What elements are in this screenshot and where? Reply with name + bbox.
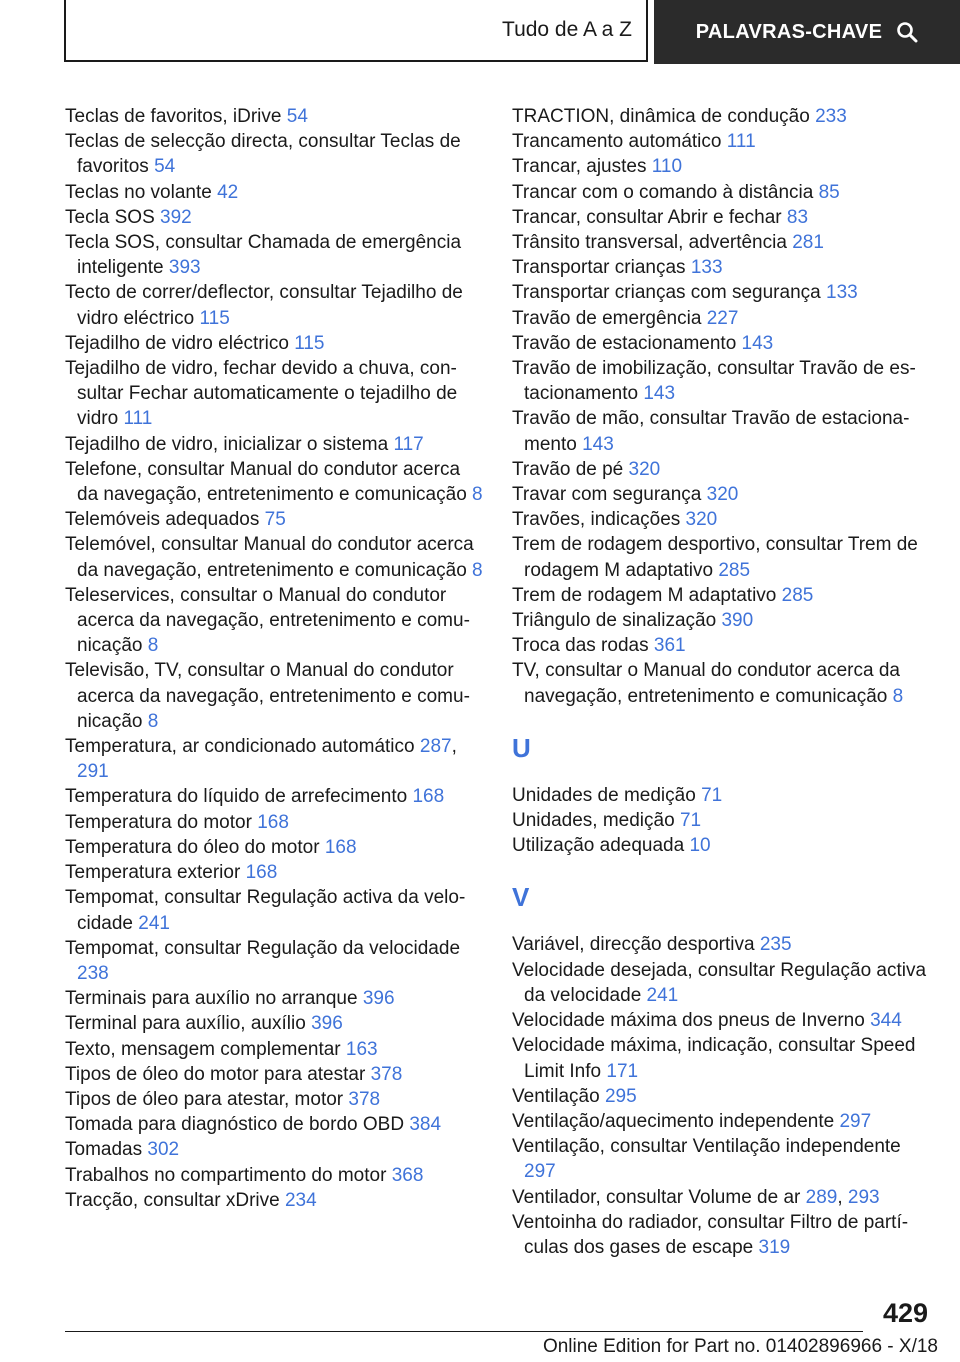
index-entry-text: Unidades de medição xyxy=(512,784,696,806)
page-separator: , xyxy=(451,736,457,758)
index-entry xyxy=(65,784,483,809)
tab-a-to-z-label: Tudo de A a Z xyxy=(502,18,632,41)
page-link[interactable]: 393 xyxy=(168,257,201,279)
index-entry-text: Trânsito transversal, advertência xyxy=(512,232,787,254)
page-link[interactable]: 10 xyxy=(689,835,711,857)
index-entry xyxy=(512,1134,932,1184)
index-entry xyxy=(512,205,932,230)
index-entry xyxy=(512,583,932,608)
page-link[interactable]: 115 xyxy=(294,332,325,354)
index-entry-text: Trancar com o comando à distância xyxy=(512,181,814,203)
page-link[interactable]: 344 xyxy=(870,1010,902,1032)
index-entry xyxy=(65,180,483,205)
page-number: 429 xyxy=(882,1298,928,1328)
index-entry xyxy=(512,1008,932,1033)
section-heading-u: U xyxy=(512,732,531,763)
index-entry xyxy=(512,833,932,858)
index-entry-text: Unidades, medição xyxy=(512,810,675,832)
index-entry-text: Ventilação xyxy=(512,1085,600,1107)
index-entry xyxy=(512,608,932,633)
index-entry-text: TV, consultar o Manual do condutor acerca da navegação, entretenimento e comunicação xyxy=(512,660,900,707)
page-link[interactable]: 320 xyxy=(628,458,661,480)
index-entry xyxy=(65,1137,483,1162)
index-entry xyxy=(65,432,483,457)
page-link[interactable]: 8 xyxy=(147,635,159,657)
page-link[interactable]: 111 xyxy=(123,408,153,430)
page-link[interactable]: 285 xyxy=(718,559,751,581)
index-entry-text: Temperatura exterior xyxy=(65,862,241,884)
index-entry xyxy=(512,1185,932,1210)
index-entry xyxy=(65,1163,483,1188)
page-link[interactable]: 8 xyxy=(892,685,904,707)
page-link[interactable]: 320 xyxy=(706,484,739,506)
index-entry-text: Trem de rodagem desportivo, consultar Trem de rodagem M adaptativo xyxy=(512,534,918,581)
page-link[interactable]: 378 xyxy=(348,1088,381,1110)
page-link[interactable]: 54 xyxy=(154,156,176,178)
index-entry-text: Televisão, TV, consultar o Manual do condutor acerca da navegação, entretenimento e comunicação xyxy=(65,660,470,732)
index-entry-text: Velocidade desejada, consultar Regulação activa da velocidade xyxy=(512,959,927,1006)
page-link[interactable]: 143 xyxy=(741,332,774,354)
index-entry xyxy=(65,1087,483,1112)
index-entry-text: Travão de emergência xyxy=(512,307,702,329)
index-entry xyxy=(65,734,483,784)
index-entry-text: Tomada para diagnóstico de bordo OBD xyxy=(65,1114,405,1136)
index-entry-text: Travão de mão, consultar Travão de estacionamento xyxy=(512,408,910,455)
index-entry xyxy=(512,1210,932,1260)
page-link[interactable]: 293 xyxy=(847,1186,880,1208)
index-entry xyxy=(512,104,932,129)
index-entry-text: Variável, direcção desportiva xyxy=(512,934,755,956)
page-link[interactable]: 143 xyxy=(643,383,676,405)
page-link[interactable]: 320 xyxy=(685,509,718,531)
index-entry-text: Travão de imobilização, consultar Travão de estacionamento xyxy=(512,358,916,405)
page-link[interactable]: 117 xyxy=(393,433,424,455)
index-entry-text: Trancar, consultar Abrir e fechar xyxy=(512,206,782,228)
page-link[interactable]: 361 xyxy=(653,635,686,657)
index-entry xyxy=(512,154,932,179)
page-link[interactable]: 168 xyxy=(324,836,357,858)
page-separator: , xyxy=(837,1186,843,1208)
page-link[interactable]: 42 xyxy=(217,181,239,203)
page-link[interactable]: 54 xyxy=(286,106,308,127)
index-entry xyxy=(65,280,483,330)
tab-keywords-label: PALAVRAS-CHAVE xyxy=(695,20,883,43)
page-link[interactable]: 133 xyxy=(690,257,723,279)
index-entry-text: Troca das rodas xyxy=(512,635,649,657)
index-entry-text: Temperatura, ar condicionado automático xyxy=(65,736,415,758)
index-entry xyxy=(512,783,932,808)
edition-note: Online Edition for Part no. 01402896966 - X/18 xyxy=(542,1336,938,1357)
page-link[interactable]: 8 xyxy=(472,484,483,506)
index-entry xyxy=(65,230,483,280)
index-entry-text: Trancamento automático xyxy=(512,131,722,153)
index-entry-text: Trem de rodagem M adaptativo xyxy=(512,584,777,606)
index-entry-text: Tecla SOS, consultar Chamada de emergência inteligente xyxy=(65,232,462,279)
index-entry-text: Tecla SOS xyxy=(65,206,155,228)
page-link[interactable]: 163 xyxy=(345,1038,378,1060)
index-entry xyxy=(65,986,483,1011)
index-entry-text: Travão de estacionamento xyxy=(512,332,737,354)
search-icon xyxy=(896,21,918,43)
index-entry-text: Tejadilho de vidro eléctrico xyxy=(65,332,289,354)
index-entry-text: Teclas de selecção directa, consultar Teclas de favoritos xyxy=(65,131,461,178)
tab-keywords[interactable] xyxy=(654,0,960,64)
index-entry xyxy=(65,1011,483,1036)
index-entry xyxy=(512,507,932,532)
index-entry xyxy=(65,583,483,659)
index-entry xyxy=(512,306,932,331)
page-link[interactable]: 396 xyxy=(311,1013,343,1035)
index-entry-text: Telefone, consultar Manual do condutor acerca da navegação, entretenimento e comunicação xyxy=(65,458,467,506)
page-link[interactable]: 297 xyxy=(524,1161,556,1183)
index-entry-text: TRACTION, dinâmica de condução xyxy=(512,106,810,127)
page-link[interactable]: 115 xyxy=(199,307,230,329)
page-link[interactable]: 133 xyxy=(826,282,858,304)
index-entry-text: Trancar, ajustes xyxy=(512,156,647,178)
index-entry xyxy=(65,457,483,507)
page-link[interactable]: 297 xyxy=(839,1110,872,1132)
tab-a-to-z[interactable] xyxy=(64,0,648,62)
index-entry-text: Velocidade máxima, indicação, consultar Speed Limit Info xyxy=(512,1035,916,1082)
page-link[interactable]: 227 xyxy=(706,307,739,329)
index-entry-text: Ventoinha do radiador, consultar Filtro de partículas dos gases de escape xyxy=(512,1211,909,1258)
page-link[interactable]: 171 xyxy=(606,1060,639,1082)
page-link[interactable]: 71 xyxy=(679,810,702,832)
page-link[interactable]: 368 xyxy=(391,1164,424,1186)
index-entry xyxy=(512,658,932,708)
index-entry-text: Ventilação/aquecimento independente xyxy=(512,1110,835,1132)
index-entry-text: Tomadas xyxy=(65,1139,143,1161)
page-link[interactable]: 390 xyxy=(721,610,754,632)
index-entry-text: Travão de pé xyxy=(512,458,624,480)
page-link[interactable]: 378 xyxy=(370,1063,403,1085)
index-entry xyxy=(65,104,483,129)
index-entry xyxy=(512,230,932,255)
index-entry-text: Temperatura do líquido de arrefecimento xyxy=(65,786,408,808)
page-link[interactable]: 8 xyxy=(147,710,159,732)
index-entry xyxy=(512,633,932,658)
index-entry-text: Triângulo de sinalização xyxy=(512,610,717,632)
index-entry xyxy=(65,835,483,860)
index-entry-text: Temperatura do motor xyxy=(65,811,252,833)
index-entry xyxy=(65,356,483,432)
index-entry xyxy=(65,860,483,885)
index-entry-text: Tipos de óleo para atestar, motor xyxy=(65,1088,344,1110)
index-entry-text: Ventilação, consultar Ventilação independente xyxy=(512,1136,901,1158)
index-entry-text: Tecto de correr/deflector, consultar Tejadilho de vidro eléctrico xyxy=(65,282,463,329)
index-entry xyxy=(512,1084,932,1109)
index-entry-text: Tejadilho de vidro, inicializar o sistema xyxy=(65,433,389,455)
index-entry xyxy=(65,885,483,935)
page-link[interactable]: 302 xyxy=(147,1139,180,1161)
page-link[interactable]: 287 xyxy=(419,736,452,758)
page-link[interactable]: 71 xyxy=(701,784,723,806)
page-link[interactable]: 384 xyxy=(409,1114,442,1136)
index-column-right xyxy=(512,104,932,1260)
index-entry xyxy=(512,532,932,582)
index-entry-text: Velocidade máxima dos pneus de Inverno xyxy=(512,1010,865,1032)
index-entry xyxy=(512,1109,932,1134)
index-entry xyxy=(65,1062,483,1087)
index-entry-text: Teclas de favoritos, iDrive xyxy=(65,106,282,127)
page-link[interactable]: 396 xyxy=(362,988,395,1010)
page-link[interactable]: 295 xyxy=(604,1085,637,1107)
index-entry xyxy=(65,936,483,986)
index-entry xyxy=(65,1112,483,1137)
index-entry xyxy=(65,129,483,179)
index-entry xyxy=(65,532,483,582)
index-entry xyxy=(65,331,483,356)
index-entry xyxy=(65,205,483,230)
index-entry xyxy=(512,331,932,356)
page-link[interactable]: 168 xyxy=(412,786,445,808)
section-heading-v: V xyxy=(512,882,530,913)
index-entry xyxy=(512,406,932,456)
index-entry-text: Telemóvel, consultar Manual do condutor acerca da navegação, entretenimento e comunicação xyxy=(65,534,474,581)
page-link[interactable]: 289 xyxy=(805,1186,838,1208)
index-entry xyxy=(65,1037,483,1062)
index-entry xyxy=(512,356,932,406)
index-entry xyxy=(512,457,932,482)
page-link[interactable]: 143 xyxy=(582,433,614,455)
index-entry-text: Tejadilho de vidro, fechar devido a chuva, consultar Fechar automaticamente o tejadilho de vidro xyxy=(65,358,458,430)
page-link[interactable]: 111 xyxy=(726,131,756,153)
index-entry-text: Tipos de óleo do motor para atestar xyxy=(65,1063,366,1085)
page-link[interactable]: 291 xyxy=(77,761,109,783)
index-column-left xyxy=(65,104,483,1213)
index-entry xyxy=(65,1188,483,1213)
index-entry xyxy=(512,958,932,1008)
index-entry xyxy=(512,255,932,280)
index-entry xyxy=(512,482,932,507)
index-entry-text: Tempomat, consultar Regulação da velocidade xyxy=(65,937,461,959)
page-link[interactable]: 235 xyxy=(759,934,792,956)
page-link[interactable]: 168 xyxy=(245,862,278,884)
index-entry-text: Travões, indicações xyxy=(512,509,681,531)
page-header xyxy=(0,0,960,66)
index-entry-text: Temperatura do óleo do motor xyxy=(65,836,320,858)
page-link[interactable]: 241 xyxy=(138,912,170,934)
page-link[interactable]: 319 xyxy=(758,1236,791,1258)
index-entry-text: Utilização adequada xyxy=(512,835,685,857)
index-entry-text: Trabalhos no compartimento do motor xyxy=(65,1164,387,1186)
page-link[interactable]: 168 xyxy=(257,811,289,833)
page-link[interactable]: 238 xyxy=(77,962,109,984)
index-entry xyxy=(65,658,483,734)
index-entry-text: Transportar crianças com segurança xyxy=(512,282,821,304)
index-entry xyxy=(65,507,483,532)
page-link[interactable]: 85 xyxy=(818,181,840,203)
index-entry-text: Transportar crianças xyxy=(512,257,686,279)
index-entry-text: Travar com segurança xyxy=(512,484,702,506)
index-entry xyxy=(65,810,483,835)
page-link[interactable]: 285 xyxy=(781,584,814,606)
footer-divider xyxy=(65,1331,863,1332)
index-entry-text: Texto, mensagem complementar xyxy=(65,1038,341,1060)
index-entry xyxy=(512,1033,932,1083)
index-entry-text: Tempomat, consultar Regulação activa da velocidade xyxy=(65,887,466,934)
page-link[interactable]: 392 xyxy=(160,206,192,228)
page-link[interactable]: 75 xyxy=(264,509,286,531)
index-entry-text: Teclas no volante xyxy=(65,181,212,203)
index-entry xyxy=(512,932,932,957)
page-link[interactable]: 110 xyxy=(651,156,683,178)
page-link[interactable]: 234 xyxy=(284,1189,317,1211)
index-entry xyxy=(512,808,932,833)
index-entry-text: Tracção, consultar xDrive xyxy=(65,1189,280,1211)
page-link[interactable]: 241 xyxy=(646,984,679,1006)
index-entry-text: Teleservices, consultar o Manual do condutor acerca da navegação, entretenimento e comunicação xyxy=(65,584,470,657)
index-entry xyxy=(512,180,932,205)
page-link[interactable]: 281 xyxy=(792,232,824,254)
page-link[interactable]: 83 xyxy=(786,206,809,228)
page-link[interactable]: 8 xyxy=(472,559,483,581)
index-entry-text: Terminal para auxílio, auxílio xyxy=(65,1013,306,1035)
index-entry-text: Ventilador, consultar Volume de ar xyxy=(512,1186,801,1208)
index-entry-text: Telemóveis adequados xyxy=(65,509,260,531)
index-entry-text: Terminais para auxílio no arranque xyxy=(65,988,358,1010)
index-entry xyxy=(512,280,932,305)
index-entry xyxy=(512,129,932,154)
page-link[interactable]: 233 xyxy=(815,106,847,127)
